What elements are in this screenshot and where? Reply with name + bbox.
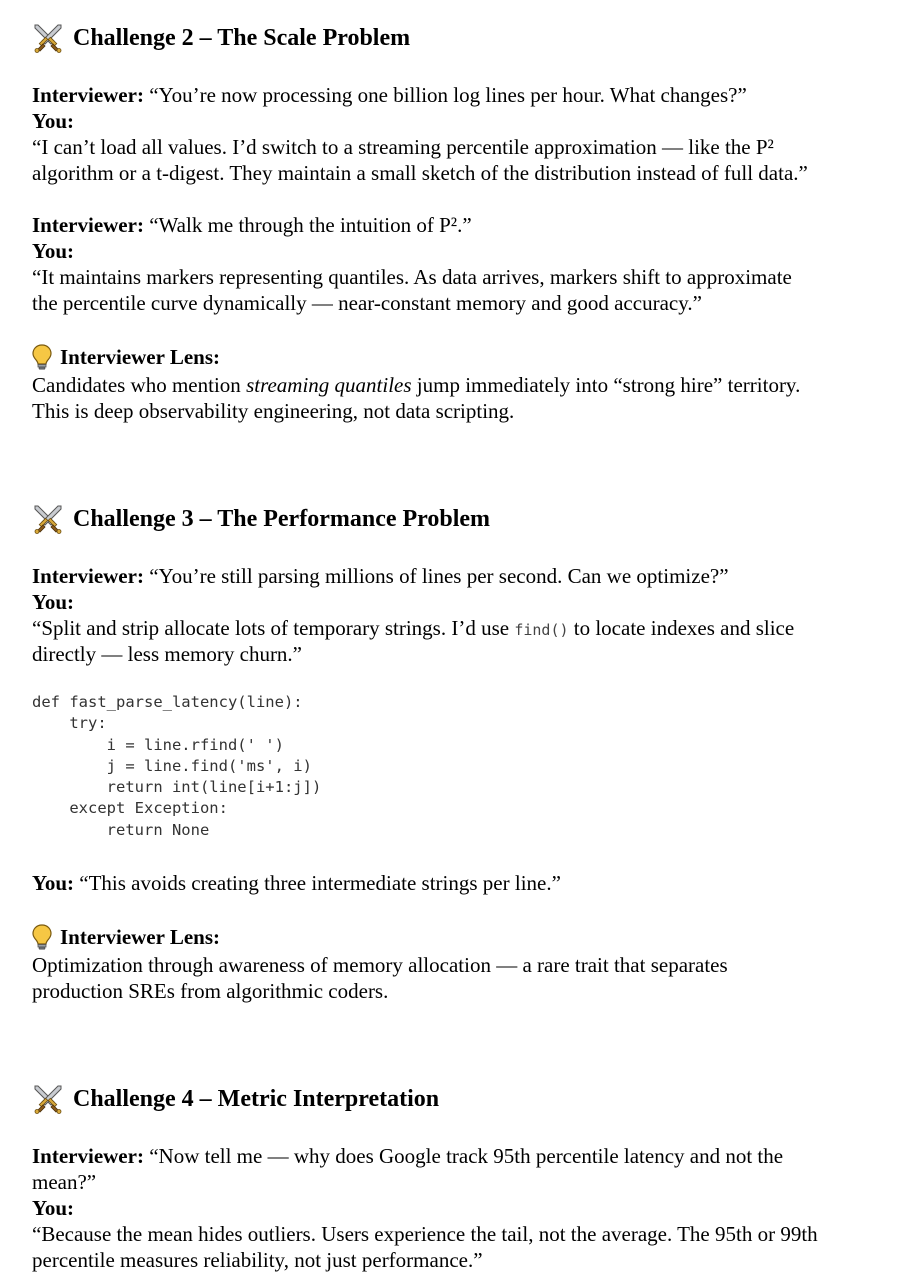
speaker-label: Interviewer: [32, 83, 144, 107]
challenge-2-question-1 [32, 82, 892, 108]
code-block [32, 692, 321, 841]
challenge-4-answer-1-label [32, 1195, 892, 1221]
lens-emphasis: streaming quantiles [246, 373, 412, 397]
challenge-3-answer-2 [32, 870, 892, 896]
answer-text: “This avoids creating three intermediate strings per line.” [79, 871, 561, 895]
light-bulb-icon [32, 344, 52, 370]
challenge-4-question-1-line-2: mean?” [32, 1170, 97, 1194]
lens-text: jump immediately into “strong hire” territory. [411, 373, 801, 397]
code-line: i = line.rfind(' ') [32, 735, 284, 754]
challenge-2-answer-2-label [32, 238, 892, 264]
lens-title-text: Interviewer Lens: [60, 344, 220, 369]
speaker-label: Interviewer: [32, 1144, 144, 1168]
challenge-3-lens-line-2: production SREs from algorithmic coders. [32, 979, 389, 1003]
challenge-4-answer-1-line-1: “Because the mean hides outliers. Users experience the tail, not the average. The 95th or 99th [32, 1222, 818, 1246]
lens-text: Candidates who mention [32, 373, 247, 397]
light-bulb-icon [32, 924, 52, 950]
question-text: “Now tell me — why does Google track 95th percentile latency and not the [149, 1144, 784, 1168]
speaker-label: You: [32, 1196, 75, 1220]
challenge-3-question-1 [32, 563, 892, 589]
challenge-3-lens-line-1: Optimization through awareness of memory allocation — a rare trait that separates [32, 953, 728, 977]
code-line: def fast_parse_latency(line): [32, 693, 303, 711]
challenge-2-lens-line-2: This is deep observability engineering, not data scripting. [32, 399, 515, 423]
answer-text: to locate indexes and slice [568, 616, 795, 640]
challenge-2-lens-line-1 [32, 372, 892, 398]
speaker-label: You: [32, 871, 75, 895]
speaker-label: Interviewer: [32, 213, 144, 237]
challenge-2-answer-1-label [32, 108, 892, 134]
challenge-3-answer-1-label [32, 589, 892, 615]
code-line: return None [32, 820, 210, 839]
challenge-2-question-2 [32, 212, 892, 238]
challenge-2-lens-title [32, 344, 220, 370]
crossed-swords-icon [32, 504, 64, 534]
challenge-3-title: Challenge 3 – The Performance Problem [73, 505, 491, 532]
inline-code: find() [514, 621, 569, 639]
challenge-4-heading [32, 1084, 439, 1114]
challenge-2-answer-1-line-1: “I can’t load all values. I’d switch to a streaming percentile approximation — like the P² [32, 135, 774, 159]
question-text: “You’re now processing one billion log lines per hour. What changes?” [149, 83, 747, 107]
challenge-2-answer-2-line-2: the percentile curve dynamically — near-constant memory and good accuracy.” [32, 291, 702, 315]
challenge-2-answer-1-line-2: algorithm or a t-digest. They maintain a small sketch of the distribution instead of full data.” [32, 161, 808, 185]
challenge-4-answer-1-line-2: percentile measures reliability, not just performance.” [32, 1248, 483, 1272]
speaker-label: You: [32, 109, 75, 133]
code-line: j = line.find('ms', i) [32, 756, 312, 775]
code-line: try: [32, 714, 107, 733]
speaker-label: Interviewer: [32, 564, 144, 588]
challenge-2-title: Challenge 2 – The Scale Problem [73, 24, 411, 51]
crossed-swords-icon [32, 1084, 64, 1114]
challenge-2-answer-2-line-1: “It maintains markers representing quantiles. As data arrives, markers shift to approximate [32, 265, 792, 289]
code-line: return int(line[i+1:j]) [32, 778, 322, 797]
challenge-3-heading [32, 504, 490, 534]
challenge-3-answer-1-line-2: directly — less memory churn.” [32, 642, 303, 666]
challenge-3-answer-1-line-1 [32, 615, 892, 643]
speaker-label: You: [32, 239, 75, 263]
challenge-4-question-1-line-1 [32, 1143, 892, 1169]
crossed-swords-icon [32, 23, 64, 53]
speaker-label: You: [32, 590, 75, 614]
challenge-3-lens-title [32, 924, 220, 950]
question-text: “Walk me through the intuition of P².” [149, 213, 472, 237]
challenge-2-heading [32, 23, 410, 53]
question-text: “You’re still parsing millions of lines per second. Can we optimize?” [149, 564, 729, 588]
lens-title-text: Interviewer Lens: [60, 924, 220, 949]
challenge-4-title: Challenge 4 – Metric Interpretation [73, 1085, 440, 1112]
answer-text: “Split and strip allocate lots of temporary strings. I’d use [32, 616, 515, 640]
code-line: except Exception: [32, 799, 228, 818]
